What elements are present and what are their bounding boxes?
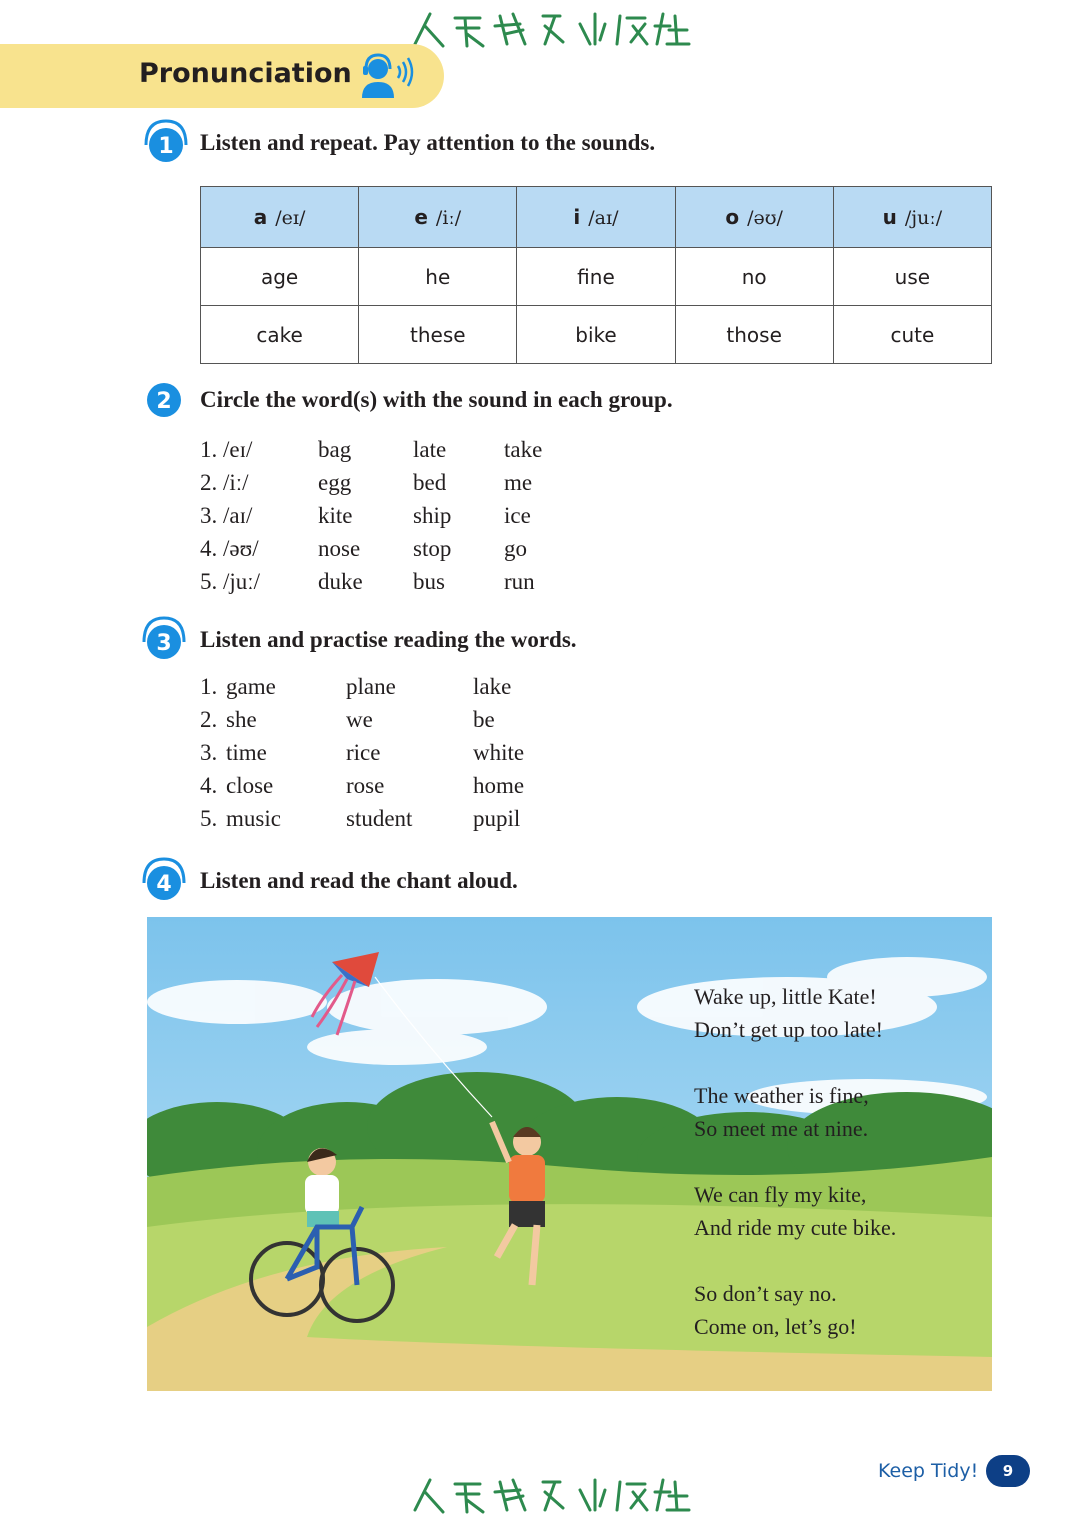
table-cell: cute	[833, 306, 991, 364]
chant-line: The weather is fine,	[694, 1083, 869, 1108]
svg-text:2: 2	[156, 389, 172, 414]
table-cell: he	[359, 248, 517, 306]
task1-instruction: Listen and repeat. Pay attention to the sounds.	[200, 130, 656, 155]
table-cell: age	[201, 248, 359, 306]
header-i: i /aɪ/	[517, 187, 675, 248]
chant-text	[694, 980, 896, 1343]
chant-line: And ride my cute bike.	[694, 1215, 897, 1240]
section-banner	[0, 44, 444, 108]
chant-line: We can fly my kite,	[694, 1182, 867, 1207]
headset-speaking-icon	[356, 52, 414, 102]
table-header-row	[201, 187, 992, 248]
header-o: o /əʊ/	[675, 187, 833, 248]
number-2-icon	[140, 375, 192, 425]
chant-line: So don’t say no.	[694, 1281, 837, 1306]
chant-line: Don’t get up too late!	[694, 1017, 883, 1042]
table-cell: no	[675, 248, 833, 306]
table-row	[201, 306, 992, 364]
table-row	[201, 248, 992, 306]
section-title: Pronunciation	[139, 58, 352, 89]
svg-text:4: 4	[156, 872, 172, 897]
table-cell: use	[833, 248, 991, 306]
task3-instruction: Listen and practise reading the words.	[200, 627, 577, 652]
header-a: a /eɪ/	[201, 187, 359, 248]
table-cell: cake	[201, 306, 359, 364]
chant-line: So meet me at nine.	[694, 1116, 869, 1141]
task2-instruction: Circle the word(s) with the sound in each group.	[200, 387, 673, 412]
table-cell: fine	[517, 248, 675, 306]
svg-text:1: 1	[158, 134, 174, 159]
table-cell: those	[675, 306, 833, 364]
header-e: e /iː/	[359, 187, 517, 248]
chant-line: Wake up, little Kate!	[694, 984, 877, 1009]
table-cell: these	[359, 306, 517, 364]
publisher-watermark-top	[395, 4, 695, 54]
headphone-number-3-icon	[138, 614, 190, 664]
unit-title: Keep Tidy!	[878, 1460, 979, 1482]
publisher-watermark-bottom	[395, 1470, 695, 1520]
headphone-number-4-icon	[138, 855, 190, 905]
task4-instruction: Listen and read the chant aloud.	[200, 868, 518, 893]
sounds-table	[200, 186, 992, 364]
chant-line: Come on, let’s go!	[694, 1314, 857, 1339]
headphone-number-1-icon	[140, 117, 192, 167]
page-number: 9	[986, 1455, 1030, 1487]
svg-text:3: 3	[156, 631, 172, 656]
header-u: u /juː/	[833, 187, 991, 248]
table-cell: bike	[517, 306, 675, 364]
